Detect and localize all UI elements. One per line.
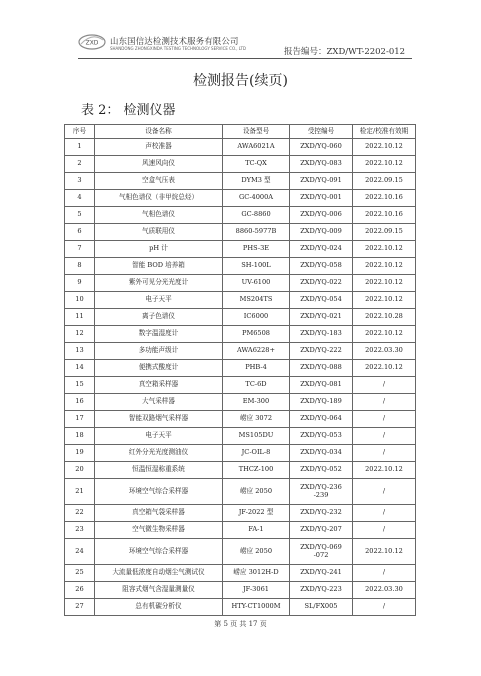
- table-row: [65, 411, 416, 428]
- cell-control-no: ZXD/YQ-088: [290, 360, 353, 377]
- cell-device-name: 电子天平: [95, 428, 223, 445]
- cell-valid-date: 2022.10.12: [353, 360, 416, 377]
- cell-index: 8: [65, 258, 95, 275]
- cell-index: 26: [65, 582, 95, 599]
- table-body: [65, 139, 416, 616]
- cell-control-no: ZXD/YQ-081: [290, 377, 353, 394]
- cell-model: FA-1: [223, 522, 290, 539]
- cell-model: 崂应 2050: [223, 479, 290, 505]
- cell-valid-date: 2022.10.12: [353, 275, 416, 292]
- cell-device-name: 阻容式烟气含湿量测量仪: [95, 582, 223, 599]
- cell-model: TC-QX: [223, 156, 290, 173]
- cell-device-name: 气质联用仪: [95, 224, 223, 241]
- cell-model: 崂应 3072: [223, 411, 290, 428]
- cell-index: 2: [65, 156, 95, 173]
- table-row: [65, 582, 416, 599]
- cell-device-name: 气相色谱仪: [95, 207, 223, 224]
- cell-device-name: 风速风向仪: [95, 156, 223, 173]
- cell-control-no: ZXD/YQ-034: [290, 445, 353, 462]
- table-row: [65, 377, 416, 394]
- cell-device-name: 智能双路烟气采样器: [95, 411, 223, 428]
- table-row: [65, 479, 416, 505]
- cell-valid-date: /: [353, 599, 416, 616]
- cell-model: AWA6021A: [223, 139, 290, 156]
- cell-device-name: 总有机碳分析仪: [95, 599, 223, 616]
- column-header: 序号: [65, 125, 95, 139]
- table-row: [65, 462, 416, 479]
- company-logo-icon: [78, 34, 106, 50]
- table-row: [65, 190, 416, 207]
- cell-control-no: ZXD/YQ-054: [290, 292, 353, 309]
- column-header: 设备名称: [95, 125, 223, 139]
- cell-index: 6: [65, 224, 95, 241]
- column-header: 受控编号: [290, 125, 353, 139]
- cell-valid-date: 2022.10.12: [353, 258, 416, 275]
- cell-model: AWA6228+: [223, 343, 290, 360]
- cell-valid-date: 2022.10.16: [353, 207, 416, 224]
- cell-device-name: 环境空气综合采样器: [95, 539, 223, 565]
- cell-valid-date: 2022.10.12: [353, 462, 416, 479]
- cell-model: THCZ-100: [223, 462, 290, 479]
- cell-control-no: ZXD/YQ-052: [290, 462, 353, 479]
- cell-control-no: ZXD/YQ-058: [290, 258, 353, 275]
- cell-index: 16: [65, 394, 95, 411]
- cell-valid-date: /: [353, 522, 416, 539]
- table-header-row: [65, 125, 416, 139]
- table-row: [65, 428, 416, 445]
- column-header: 设备型号: [223, 125, 290, 139]
- cell-index: 22: [65, 505, 95, 522]
- cell-valid-date: 2022.03.30: [353, 582, 416, 599]
- table-row: [65, 505, 416, 522]
- cell-valid-date: 2022.10.12: [353, 156, 416, 173]
- cell-valid-date: /: [353, 565, 416, 582]
- cell-index: 1: [65, 139, 95, 156]
- table-row: [65, 599, 416, 616]
- table-row: [65, 275, 416, 292]
- cell-device-name: 恒温恒湿称重系统: [95, 462, 223, 479]
- cell-device-name: 数字温湿度计: [95, 326, 223, 343]
- cell-valid-date: /: [353, 505, 416, 522]
- instrument-table: [64, 124, 416, 616]
- cell-valid-date: 2022.10.12: [353, 326, 416, 343]
- cell-device-name: 便携式酸度计: [95, 360, 223, 377]
- cell-index: 24: [65, 539, 95, 565]
- cell-control-no: ZXD/YQ-006: [290, 207, 353, 224]
- table-row: [65, 326, 416, 343]
- cell-control-no: ZXD/YQ-064: [290, 411, 353, 428]
- cell-model: SH-100L: [223, 258, 290, 275]
- cell-index: 18: [65, 428, 95, 445]
- cell-model: 8860-5977B: [223, 224, 290, 241]
- cell-valid-date: 2022.10.12: [353, 292, 416, 309]
- cell-device-name: 智能 BOD 培养箱: [95, 258, 223, 275]
- cell-index: 3: [65, 173, 95, 190]
- table-heading: 表 2： 检测仪器: [81, 103, 176, 118]
- table-row: [65, 343, 416, 360]
- table-row: [65, 241, 416, 258]
- cell-device-name: 空气微生物采样器: [95, 522, 223, 539]
- cell-valid-date: 2022.10.28: [353, 309, 416, 326]
- header-divider: [78, 58, 412, 59]
- cell-control-no: ZXD/YQ-222: [290, 343, 353, 360]
- cell-model: JC-OIL-8: [223, 445, 290, 462]
- cell-valid-date: /: [353, 411, 416, 428]
- svg-text:ZXD: ZXD: [85, 39, 99, 47]
- cell-index: 14: [65, 360, 95, 377]
- cell-index: 9: [65, 275, 95, 292]
- cell-model: PHB-4: [223, 360, 290, 377]
- cell-device-name: 气相色谱仪（非甲烷总烃）: [95, 190, 223, 207]
- column-header: 检定/校准有效期: [353, 125, 416, 139]
- cell-control-no: ZXD/YQ-021: [290, 309, 353, 326]
- cell-valid-date: 2022.10.16: [353, 190, 416, 207]
- cell-model: PHS-3E: [223, 241, 290, 258]
- cell-model: GC-8860: [223, 207, 290, 224]
- table-row: [65, 207, 416, 224]
- cell-device-name: 真空箱采样器: [95, 377, 223, 394]
- cell-control-no: ZXD/YQ-189: [290, 394, 353, 411]
- cell-control-no: SL/FX005: [290, 599, 353, 616]
- cell-model: MS204TS: [223, 292, 290, 309]
- cell-valid-date: /: [353, 377, 416, 394]
- table-row: [65, 394, 416, 411]
- cell-device-name: 紫外可见分光光度计: [95, 275, 223, 292]
- cell-index: 13: [65, 343, 95, 360]
- cell-valid-date: 2022.10.12: [353, 139, 416, 156]
- cell-control-no: ZXD/YQ-232: [290, 505, 353, 522]
- table-row: [65, 224, 416, 241]
- table-row: [65, 522, 416, 539]
- cell-control-no: ZXD/YQ-060: [290, 139, 353, 156]
- cell-valid-date: /: [353, 479, 416, 505]
- cell-device-name: 真空箱气袋采样器: [95, 505, 223, 522]
- cell-valid-date: /: [353, 445, 416, 462]
- cell-control-no: ZXD/YQ-001: [290, 190, 353, 207]
- cell-valid-date: 2022.09.15: [353, 173, 416, 190]
- cell-model: JF-2022 型: [223, 505, 290, 522]
- cell-device-name: 环境空气综合采样器: [95, 479, 223, 505]
- cell-index: 17: [65, 411, 95, 428]
- cell-model: UV-6100: [223, 275, 290, 292]
- cell-index: 12: [65, 326, 95, 343]
- cell-index: 15: [65, 377, 95, 394]
- table-row: [65, 539, 416, 565]
- cell-model: EM-300: [223, 394, 290, 411]
- cell-device-name: 空盒气压表: [95, 173, 223, 190]
- cell-valid-date: 2022.10.12: [353, 241, 416, 258]
- cell-control-no: ZXD/YQ-024: [290, 241, 353, 258]
- cell-control-no: ZXD/YQ-236 -239: [290, 479, 353, 505]
- table-row: [65, 565, 416, 582]
- cell-model: IC6000: [223, 309, 290, 326]
- table-row: [65, 156, 416, 173]
- cell-control-no: ZXD/YQ-009: [290, 224, 353, 241]
- cell-device-name: 红外分光光度测油仪: [95, 445, 223, 462]
- cell-device-name: pH 计: [95, 241, 223, 258]
- cell-control-no: ZXD/YQ-022: [290, 275, 353, 292]
- cell-model: 崂应 3012H-D: [223, 565, 290, 582]
- table-row: [65, 173, 416, 190]
- cell-index: 19: [65, 445, 95, 462]
- report-number: 报告编号：ZXD/WT-2202-012: [284, 47, 406, 57]
- table-row: [65, 139, 416, 156]
- cell-index: 23: [65, 522, 95, 539]
- cell-index: 11: [65, 309, 95, 326]
- cell-control-no: ZXD/YQ-091: [290, 173, 353, 190]
- cell-index: 5: [65, 207, 95, 224]
- table-row: [65, 258, 416, 275]
- cell-valid-date: 2022.09.15: [353, 224, 416, 241]
- cell-device-name: 大气采样器: [95, 394, 223, 411]
- table-row: [65, 292, 416, 309]
- cell-device-name: 离子色谱仪: [95, 309, 223, 326]
- cell-index: 7: [65, 241, 95, 258]
- cell-control-no: ZXD/YQ-053: [290, 428, 353, 445]
- cell-device-name: 大流量低浓度自动烟尘气测试仪: [95, 565, 223, 582]
- cell-index: 4: [65, 190, 95, 207]
- cell-control-no: ZXD/YQ-223: [290, 582, 353, 599]
- company-name-en: SHANDONG ZHONGXINDA TESTING TECHNOLOGY SERVICE CO., LTD: [110, 46, 246, 51]
- cell-model: PM6508: [223, 326, 290, 343]
- cell-control-no: ZXD/YQ-069 -072: [290, 539, 353, 565]
- table-row: [65, 309, 416, 326]
- cell-model: MS105DU: [223, 428, 290, 445]
- cell-valid-date: 2022.03.30: [353, 343, 416, 360]
- cell-control-no: ZXD/YQ-183: [290, 326, 353, 343]
- cell-index: 10: [65, 292, 95, 309]
- page-footer: 第 5 页 共 17 页: [214, 620, 267, 628]
- cell-valid-date: /: [353, 428, 416, 445]
- company-name-cn: 山东国信达检测技术服务有限公司: [110, 36, 239, 46]
- cell-device-name: 多功能声级计: [95, 343, 223, 360]
- cell-control-no: ZXD/YQ-241: [290, 565, 353, 582]
- table-row: [65, 445, 416, 462]
- cell-index: 21: [65, 479, 95, 505]
- cell-control-no: ZXD/YQ-207: [290, 522, 353, 539]
- cell-device-name: 电子天平: [95, 292, 223, 309]
- cell-index: 20: [65, 462, 95, 479]
- cell-model: TC-6D: [223, 377, 290, 394]
- document-title: 检测报告(续页): [193, 73, 288, 89]
- cell-model: DYM3 型: [223, 173, 290, 190]
- cell-index: 27: [65, 599, 95, 616]
- cell-model: JF-3061: [223, 582, 290, 599]
- cell-index: 25: [65, 565, 95, 582]
- cell-model: HTY-CT1000M: [223, 599, 290, 616]
- cell-valid-date: /: [353, 394, 416, 411]
- table-row: [65, 360, 416, 377]
- cell-model: 崂应 2050: [223, 539, 290, 565]
- cell-control-no: ZXD/YQ-083: [290, 156, 353, 173]
- cell-model: GC-4000A: [223, 190, 290, 207]
- cell-valid-date: 2022.10.12: [353, 539, 416, 565]
- cell-device-name: 声校准器: [95, 139, 223, 156]
